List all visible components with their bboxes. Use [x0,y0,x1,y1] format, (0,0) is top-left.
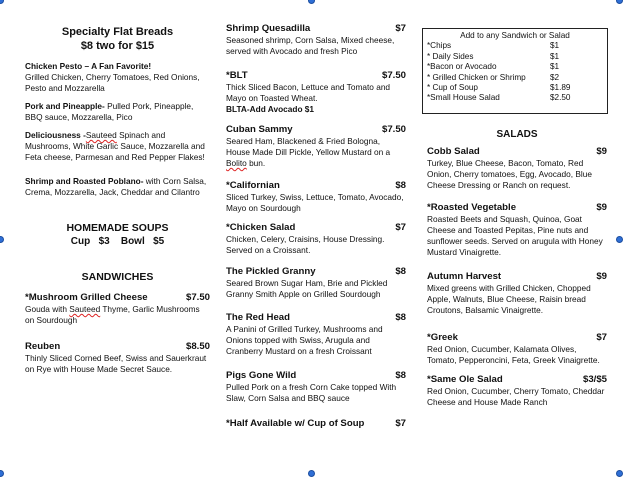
selection-handle-bottom-mid[interactable] [308,470,315,477]
flatbread-item [25,176,210,198]
menu-item [226,222,406,256]
salad-item [427,332,607,366]
addon-price: $1 [550,41,560,51]
note-label: *Half Available w/ Cup of Soup [226,418,365,429]
item-name: *Mushroom Grilled Cheese [25,292,148,303]
selection-handle-mid-right[interactable] [616,236,623,243]
flatbread-item [25,101,210,123]
selection-handle-bottom-right[interactable] [616,470,623,477]
addon-row [423,83,607,93]
item-extra: BLTA-Add Avocado $1 [226,104,315,114]
selection-handle-mid-left[interactable] [0,236,4,243]
item-price: $8 [395,370,406,381]
item-desc: Spinach and Mushrooms, White Garlic Sauce, Mozzarella and Feta cheese, Parmesan and Red Pepper Flakes! [25,130,205,162]
item-price: $9 [596,271,607,282]
spellcheck-word: Sauteed [69,304,101,314]
selection-handle-bottom-left[interactable] [0,470,4,477]
item-desc: Gouda with [25,304,70,314]
addon-row [423,93,607,103]
selection-handle-top-left[interactable] [0,0,4,4]
right-column [427,128,607,408]
salads-title: SALADS [496,129,538,140]
sandwich-item [25,292,210,326]
item-price: $3/$5 [582,374,607,385]
middle-column [226,0,406,430]
addon-row [423,62,607,72]
menu-item [226,370,406,404]
salad-item [427,374,607,408]
menu-item [226,180,406,214]
item-name: *Same Ole Salad [427,374,503,385]
addon-label: * Grilled Chicken or Shrimp [427,72,526,82]
addons-title: Add to any Sandwich or Salad [460,31,570,40]
sandwiches-title: SANDWICHES [81,271,154,283]
addon-label: * Daily Sides [427,51,474,61]
flatbread-item [25,130,210,163]
item-name: Reuben [25,341,61,352]
item-desc: bun. [246,158,266,168]
sandwich-item [25,341,210,375]
salad-item [427,146,607,191]
item-desc: Red Onion, Cucumber, Kalamata Olives, Tomato, Pepperoncini, Feta, Greek Vinaigrette. [427,344,600,365]
item-price: $7 [596,332,607,343]
item-name: The Red Head [226,312,290,323]
item-name: Cobb Salad [427,146,480,157]
item-price: $7 [395,222,406,233]
item-name: Cuban Sammy [226,124,293,135]
item-name: Shrimp and Roasted Poblano- [25,176,144,186]
item-name: *Californian [226,180,280,191]
item-price: $8.50 [185,341,210,352]
item-price: $7 [395,23,406,34]
addon-price: $2 [550,72,560,82]
item-name: Autumn Harvest [427,271,502,282]
menu-item [226,124,406,169]
item-name: *Chicken Salad [226,222,296,233]
flatbreads-subtitle: $8 two for $15 [80,40,155,52]
item-name: *Greek [427,332,458,343]
item-price: $7.50 [381,70,406,81]
addons-box [422,28,608,114]
item-price: $8 [395,312,406,323]
item-name: Pigs Gone Wild [226,370,297,381]
cup-price: $3 [98,236,110,247]
item-desc: Mixed greens with Grilled Chicken, Chopped Apple, Walnuts, Blue Cheese, Raisin bread Croutons, Balsamic Vinaigrette. [427,283,591,315]
addon-price: $1.89 [550,83,571,93]
soups-prices [25,235,210,248]
spellcheck-word: Sauteed [85,130,117,140]
item-price: $9 [596,202,607,213]
addon-label: *Bacon or Avocado [427,62,497,72]
selection-handle-top-right[interactable] [616,0,623,4]
item-desc: Seasoned shrimp, Corn Salsa, Mixed cheese, served with Avocado and fresh Pico [226,35,395,56]
item-name: The Pickled Granny [226,266,316,277]
addon-row [423,52,607,62]
item-price: $7.50 [185,292,210,303]
salad-item [427,271,607,316]
item-name: Pork and Pineapple- [25,101,105,111]
item-price: $8 [395,266,406,277]
bowl-label: Bowl [120,236,145,247]
item-name: Chicken Pesto – A Fan Favorite! [25,61,152,71]
item-desc: Roasted Beets and Squash, Quinoa, Goat Cheese and Toasted Pepitas, Pine nuts and sunflower seeds. Served on arugula with Honey Mustard Vinaigrette. [427,214,603,257]
item-name: *Roasted Vegetable [427,202,517,213]
menu-item [226,312,406,357]
item-price: $8 [395,180,406,191]
addon-label: *Chips [427,41,452,51]
note-price: $7 [395,418,406,429]
item-desc: Sliced Turkey, Swiss, Lettuce, Tomato, Avocado, Mayo on Sourdough [226,192,404,213]
addon-label: *Small House Salad [427,93,500,103]
bowl-price: $5 [153,236,165,247]
item-desc: Grilled Chicken, Cherry Tomatoes, Red Onions, Pesto and Mozzarella [25,72,200,93]
item-name: Shrimp Quesadilla [226,23,311,34]
item-desc: Red Onion, Cucumber, Cherry Tomato, Cheddar Cheese and House Made Ranch [427,386,605,407]
item-desc: A Panini of Grilled Turkey, Mushrooms and Onions topped with Swiss, Arugula and Cranberry Mustard on a fresh Croissant [226,324,383,356]
menu-item [226,23,406,57]
addon-price: $1 [550,62,560,72]
addon-row [423,41,607,51]
item-desc: Seared Brown Sugar Ham, Brie and Pickled Granny Smith Apple on Grilled Sourdough [226,278,388,299]
item-desc: Turkey, Blue Cheese, Bacon, Tomato, Red Onion, Cherry tomatoes, Egg, Avocado, Blue Cheese Dressing or Ranch on request. [427,158,592,190]
addon-row [423,73,607,83]
salad-item [427,202,607,258]
half-available-note [226,418,406,430]
flatbreads-title: Specialty Flat Breads [61,26,174,38]
addon-price: $1 [550,51,560,61]
item-desc: Seared Ham, Blackened & Fried Bologna, House Made Dill Pickle, Yellow Mustard on a [226,136,391,157]
item-desc: with Corn Salsa, Crema, Mozzarella, Jack, Cheddar and Cilantro [25,176,207,197]
item-desc: Pulled Pork on a fresh Corn Cake topped With Slaw, Corn Salsa and BBQ sauce [226,382,397,403]
addon-label: * Cup of Soup [427,83,478,93]
item-name: Deliciousness - [25,130,86,140]
item-desc: Chicken, Celery, Craisins, House Dressing. Served on a Croissant. [226,234,385,255]
item-desc: Pulled Pork, Pineapple, BBQ sauce, Mozzarella, Pico [25,101,194,122]
item-price: $9 [596,146,607,157]
cup-label: Cup [70,236,91,247]
item-desc: Thyme, Garlic Mushrooms on Sourdough [25,304,200,325]
item-name: *BLT [226,70,248,81]
soups-title: HOMEMADE SOUPS [66,222,169,234]
flatbread-item [25,61,210,94]
addon-price: $2.50 [550,93,571,103]
menu-item [226,266,406,300]
menu-item [226,70,406,115]
left-column [25,0,210,375]
spellcheck-word: Bolito [226,158,247,168]
item-desc: Thinly Sliced Corned Beef, Swiss and Sauerkraut on Rye with House Made Secret Sauce. [25,353,207,374]
item-desc: Thick Sliced Bacon, Lettuce and Tomato and Mayo on Toasted Wheat. [226,82,391,103]
item-price: $7.50 [381,124,406,135]
